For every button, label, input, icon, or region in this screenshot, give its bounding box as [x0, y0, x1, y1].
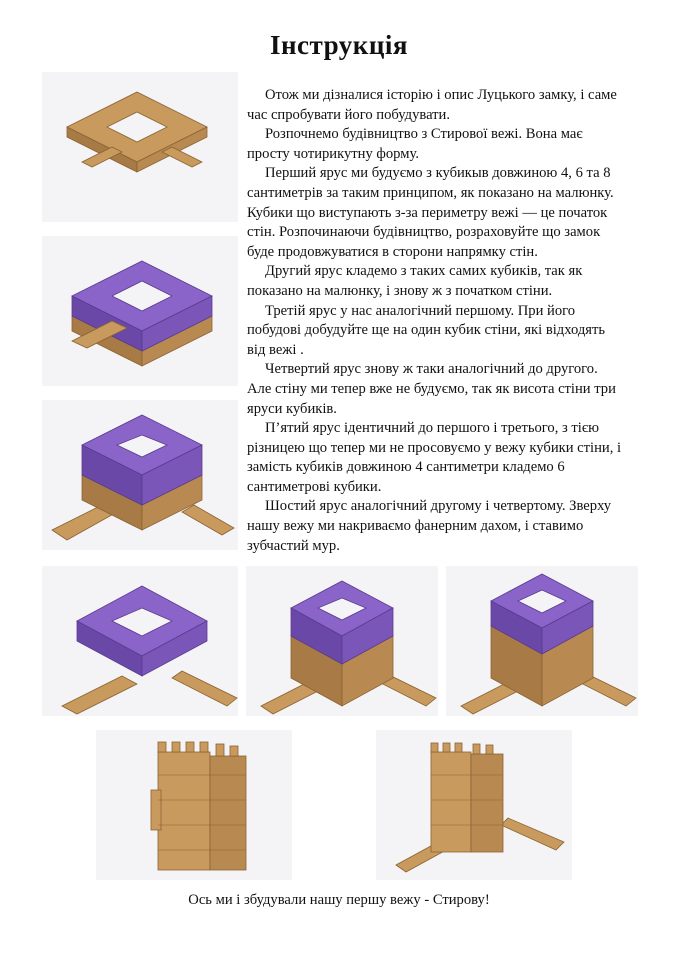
figure-tier-6: [446, 566, 638, 716]
figure-tier-2: [42, 236, 238, 386]
paragraph: Отож ми дізналися історію і опис Луцького замку, і саме час спробувати його побудувати.: [247, 87, 617, 123]
figure-finished-tower-walls: [376, 730, 572, 880]
paragraph: Четвертий ярус знову ж таки аналогічний до другого. Але стіну ми тепер вже не будуємо, так як висота стіни три яруси кубиків.: [247, 361, 616, 417]
paragraph: Другий ярус кладемо з таких самих кубиків, так як показано на малюнку, і знову ж з початком стіни.: [247, 263, 583, 299]
paragraph: Третій ярус у нас аналогічний першому. При його побудові добудуйте ще на один кубик стіни, які відходять від вежі .: [247, 302, 605, 358]
closing-caption: Ось ми і збудували нашу першу вежу - Стирову!: [188, 892, 490, 908]
paragraph: Розпочнемо будівництво з Стирової вежі. Вона має просту чотирикутну форму.: [247, 126, 583, 162]
instruction-text: [247, 86, 622, 556]
figure-tier-4: [42, 566, 238, 716]
figure-tier-5: [246, 566, 438, 716]
page-title: Інструкція: [269, 30, 409, 60]
figure-tier-1: [42, 72, 238, 222]
paragraph: Перший ярус ми будуємо з кубикыв довжиною 4, 6 та 8 сантиметрів за таким принципом, як показано на малюнку. Кубики що виступають з-за периметру вежі — це початок стін. Розпочинаючи будівництво, розраховуйте що замок буде продовжуватися в сторони напрямку стін.: [247, 165, 614, 260]
figure-finished-tower-front: [96, 730, 292, 880]
figure-tier-3: [42, 400, 238, 550]
paragraph: Шостий ярус аналогічний другому і четвертому. Зверху нашу вежу ми накриваємо фанерним дахом, і ставимо зубчастий мур.: [247, 498, 612, 554]
paragraph: П’ятий ярус ідентичний до першого і третього, з тією різницею що тепер ми не просовуємо у вежу кубики стіни, і замість кубиків довжиною 4 сантиметри кладемо 6 сантиметрові кубики.: [247, 420, 622, 495]
